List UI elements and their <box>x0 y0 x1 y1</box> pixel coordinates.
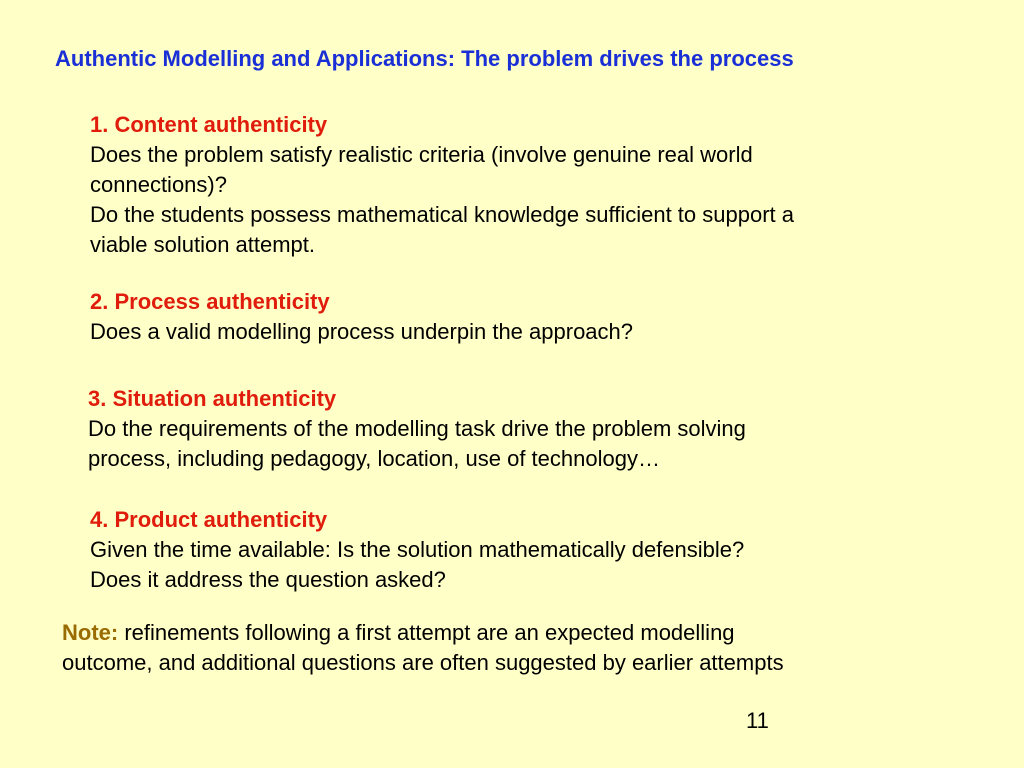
section-line: connections)? <box>90 172 227 197</box>
section-line: viable solution attempt. <box>90 232 316 257</box>
section-line: process, including pedagogy, location, use of technology… <box>88 446 660 471</box>
section-heading: 4. Product authenticity <box>90 507 328 532</box>
section-heading: 1. Content authenticity <box>90 112 328 137</box>
section-heading: 3. Situation authenticity <box>88 386 337 411</box>
section-content-authenticity <box>90 110 794 260</box>
page-number: 11 <box>746 708 769 733</box>
section-line: Do the students possess mathematical knowledge sufficient to support a <box>90 202 794 227</box>
note-line <box>62 618 784 648</box>
section-heading: 2. Process authenticity <box>90 289 330 314</box>
section-line: Does the problem satisfy realistic criteria (involve genuine real world <box>90 142 753 167</box>
slide-title: Authentic Modelling and Applications: The problem drives the process <box>55 46 794 71</box>
section-product-authenticity <box>90 505 744 595</box>
note <box>62 618 784 678</box>
note-line: outcome, and additional questions are often suggested by earlier attempts <box>62 650 784 675</box>
note-label: Note: <box>62 620 119 645</box>
section-line: Does a valid modelling process underpin the approach? <box>90 319 634 344</box>
note-text: refinements following a first attempt are an expected modelling <box>118 620 735 645</box>
section-situation-authenticity <box>88 384 746 474</box>
section-line: Given the time available: Is the solution mathematically defensible? <box>90 537 745 562</box>
section-process-authenticity <box>90 287 633 347</box>
section-line: Does it address the question asked? <box>90 567 446 592</box>
section-line: Do the requirements of the modelling task drive the problem solving <box>88 416 746 441</box>
